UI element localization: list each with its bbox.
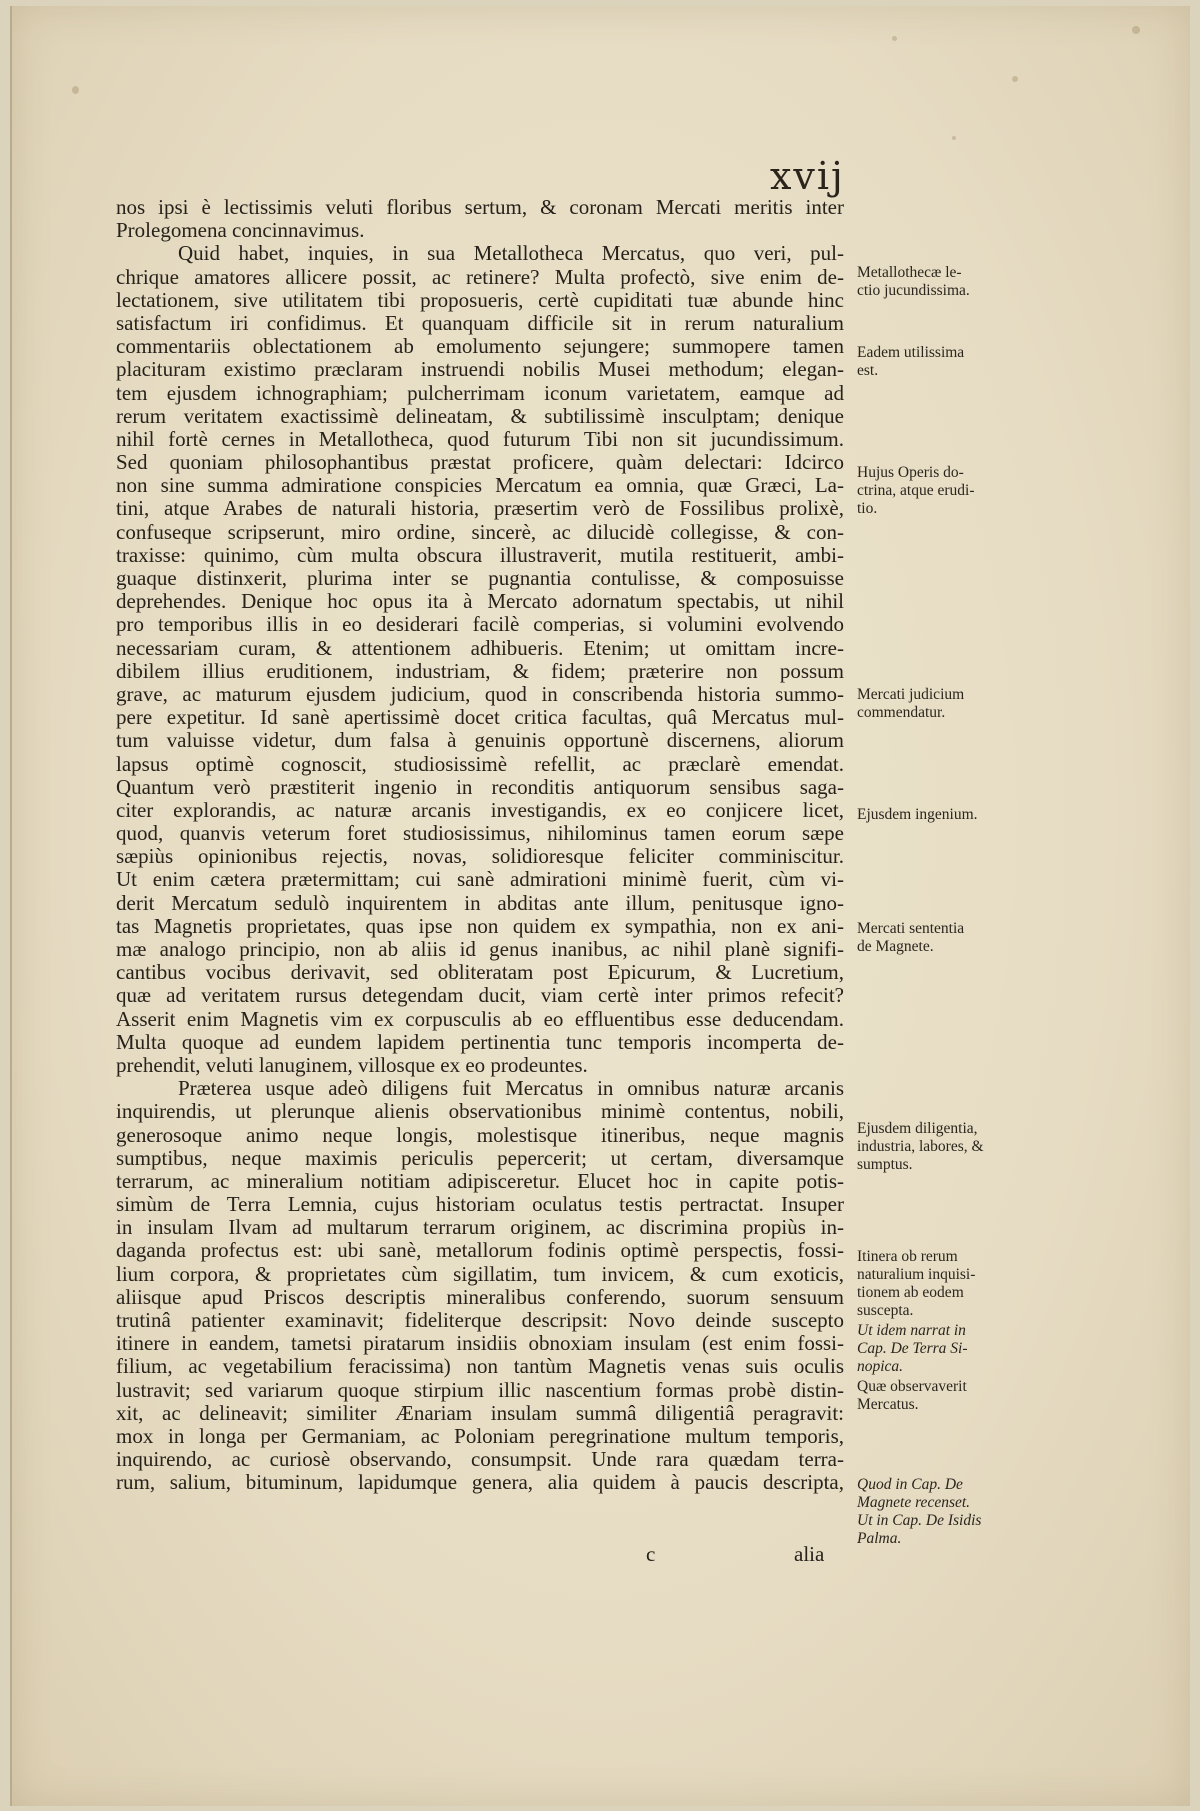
catchword: alia <box>794 1542 825 1566</box>
margin-note-line: Cap. De Terra Si- <box>857 1340 968 1357</box>
margin-note-magnete <box>857 920 1017 956</box>
text-line: lustravit; sed variarum quoque stirpium illic nascentium formas probè distin- <box>116 1377 844 1402</box>
text-line: prehendit, veluti lanuginem, villosque ex eo prodeuntes. <box>116 1052 588 1077</box>
margin-note-metallotheca <box>857 264 1017 300</box>
text-line: satisfactum iri confidimus. Et quanquam difficile sit in rerum naturalium <box>116 310 844 335</box>
paper-stain <box>1132 26 1140 34</box>
text-line: sumptibus, neque maximis periculis pepercerit; ut certam, diversamque <box>116 1145 844 1170</box>
text-line: chrique amatores allicere possit, ac retinere? Multa profectò, sive enim de- <box>116 264 844 289</box>
text-line: in insulam Ilvam ad multarum terrarum originem, ac discrimina propiùs in- <box>116 1215 844 1240</box>
text-line: lium corpora, & proprietates cùm sigillatim, tum invicem, & cum exoticis, <box>116 1261 844 1286</box>
text-line: inquirendo, ac curiosè observando, consumpsit. Unde rara quædam terra- <box>116 1447 844 1472</box>
margin-note-line: Mercatus. <box>857 1396 919 1413</box>
text-line: Præterea usque adeò diligens fuit Mercatus in omnibus naturæ arcanis <box>178 1076 844 1101</box>
text-line: filium, ac vegetabilium feracissima) non tantùm Magnetis venas suis oculis <box>116 1354 844 1379</box>
margin-note-line: naturalium inquisi- <box>857 1266 976 1283</box>
margin-note-line: Ejusdem ingenium. <box>857 806 978 823</box>
margin-note-observaverit <box>857 1378 1017 1414</box>
text-line: simùm de Terra Lemnia, cujus historiam oculatus testis pertractat. Insuper <box>116 1192 844 1217</box>
text-line: quæ ad veritatem rursus detegendam ducit, viam certè inter primos refecit? <box>116 983 844 1008</box>
margin-note-line: Hujus Operis do- <box>857 464 964 481</box>
margin-note-terra-sinopica <box>857 1322 1017 1376</box>
text-line: tas Magnetis proprietates, quas ipse non quidem ex sympathia, non ex ani- <box>116 913 844 938</box>
text-line: citer explorandis, ac naturæ arcanis investigandis, ex eo conjicere licet, <box>116 797 844 822</box>
text-line: commentariis oblectationem ab emolumento sejungere; summopere tamen <box>116 334 844 359</box>
text-line: non sine summa admiratione conspicies Mercatum ea omnia, quæ Græci, La- <box>116 473 844 498</box>
text-line: tini, atque Arabes de naturali historia, præsertim verò de Fossilibus prolixè, <box>116 496 844 521</box>
margin-note-line: nopica. <box>857 1358 904 1375</box>
margin-note-line: ctio jucundissima. <box>857 282 970 299</box>
text-line: nos ipsi è lectissimis veluti floribus sertum, & coronam Mercati meritis inter <box>116 195 844 219</box>
paper-stain <box>892 36 897 41</box>
margin-note-line: tionem ab eodem <box>857 1284 964 1301</box>
book-page <box>10 6 1190 1806</box>
text-line: necessariam curam, & attentionem adhibueris. Etenim; ut omittam incre- <box>116 635 844 660</box>
text-line: generosoque animo neque longis, molestisque itineribus, neque magnis <box>116 1122 844 1147</box>
margin-note-diligentia <box>857 1120 1017 1174</box>
text-line: dibilem illius eruditionem, industriam, & fidem; præterire non possum <box>116 658 844 683</box>
text-line: grave, ac maturum ejusdem judicium, quod in conscribenda historia summo- <box>116 681 844 706</box>
margin-note-line: Quod in Cap. De <box>857 1476 963 1493</box>
text-line: tem ejusdem ichnographiam; pulcherrimam iconum varietatem, eamque ad <box>116 380 844 405</box>
margin-note-line: sumptus. <box>857 1156 913 1173</box>
text-line: placituram existimo præclaram instruendi nobilis Musei methodum; elegan- <box>116 357 844 382</box>
text-line: trutinâ patienter examinavit; fideliterque descripsit: Novo deinde suscepto <box>116 1308 844 1332</box>
margin-note-line: Ut idem narrat in <box>857 1322 966 1339</box>
text-line: confuseque scripserunt, miro ordine, sincerè, ac dilucidè collegisse, & con- <box>116 519 844 544</box>
margin-note-line: Eadem utilissima <box>857 344 965 361</box>
paper-stain <box>952 136 956 140</box>
text-line: traxisse: quinimo, cùm multa obscura illustraverit, mutila restituerit, ambi- <box>116 542 844 567</box>
text-line: nihil fortè cernes in Metallotheca, quod futurum Tibi non sit jucundissimum. <box>116 426 844 451</box>
text-line: Sed quoniam philosophantibus præstat proficere, quàm delectari: Idcirco <box>116 450 844 475</box>
text-line: quod, quanvis veterum foret studiosissimus, nihilominus tamen eorum sæpe <box>116 821 844 846</box>
text-line: Prolegomena concinnavimus. <box>116 218 365 243</box>
text-line: rerum veritatem exactissimè delineatam, & subtilissimè insculptam; denique <box>116 403 844 428</box>
text-line: pere expetitur. Id sanè apertissimè docet critica facultas, quâ Mercatus mul- <box>116 705 844 730</box>
text-line: mæ analogo principio, non ab aliis id genus inanibus, ac nihil planè signifi- <box>116 937 844 961</box>
text-line: Quid habet, inquies, in sua Metallotheca Mercatus, quo veri, pul- <box>178 241 844 266</box>
text-line: terrarum, ac mineralium notitiam adipisceretur. Elucet hoc in capite potis- <box>116 1168 844 1193</box>
margin-note-line: est. <box>857 362 879 379</box>
margin-note-line: Quæ observaverit <box>857 1378 967 1395</box>
margin-note-line: Itinera ob rerum <box>857 1248 958 1265</box>
margin-note-line: de Magnete. <box>857 938 934 955</box>
text-line: deprehendes. Denique hoc opus ita à Mercato adornatum spectabis, ut nihil <box>116 589 844 614</box>
margin-note-doctrina <box>857 464 1017 518</box>
margin-note-isidis-palma <box>857 1476 1017 1548</box>
text-line: rum, salium, bituminum, lapidumque genera, alia quidem à paucis descripta, <box>116 1470 844 1495</box>
text-line: mox in longa per Germaniam, ac Poloniam peregrinatione multum temporis, <box>116 1423 844 1448</box>
paper-stain <box>72 86 79 94</box>
text-line: aliisque apud Priscos descriptis mineralibus conferendo, suorum sensuum <box>116 1284 844 1309</box>
margin-note-line: Magnete recenset. <box>857 1494 971 1511</box>
margin-note-utilitas <box>857 344 1017 380</box>
margin-note-line: suscepta. <box>857 1302 914 1319</box>
text-line: lapsus optimè cognoscit, studiosissimè refellit, ac præclarè emendat. <box>116 751 844 776</box>
margin-note-itinera <box>857 1248 1017 1320</box>
text-line: daganda profectus est: ubi sanè, metallorum fodinis optimè perspectis, fossi- <box>116 1238 844 1263</box>
body-text <box>116 196 844 1495</box>
margin-note-ingenium <box>857 806 1017 824</box>
text-line: lectationem, sive utilitatem tibi proposueris, certè cupiditati tuæ abunde hinc <box>116 287 844 312</box>
page-folio: xvij <box>770 154 845 198</box>
paper-stain <box>1012 76 1018 82</box>
text-line: Quantum verò præstiterit ingenio in reconditis antiquorum sensibus saga- <box>116 774 844 799</box>
margin-note-line: Palma. <box>857 1530 902 1547</box>
margin-note-line: Ut in Cap. De Isidis <box>857 1512 982 1529</box>
text-line: xit, ac delineavit; similiter Ænariam insulam summâ diligentiâ peragravit: <box>116 1400 844 1425</box>
margin-note-line: Mercati sententia <box>857 920 965 937</box>
margin-note-line: commendatur. <box>857 704 946 721</box>
text-line: Asserit enim Magnetis vim ex corpusculis ab eo effluentibus esse deducendam. <box>116 1006 844 1031</box>
text-line: inquirendis, ut plerunque alienis observationibus minimè contentus, nobili, <box>116 1099 844 1124</box>
text-line: cantibus vocibus derivavit, sed obliteratam post Epicurum, & Lucretium, <box>116 960 844 985</box>
margin-note-line: tio. <box>857 500 878 517</box>
margin-note-line: industria, labores, & <box>857 1138 984 1155</box>
text-line: pro temporibus illis in eo desiderari facilè comperias, si volumini evolvendo <box>116 612 844 637</box>
margin-note-judicium <box>857 686 1017 722</box>
text-line: Ut enim cætera prætermittam; cui sanè admirationi minimè fuerit, cùm vi- <box>116 867 844 892</box>
text-line: Multa quoque ad eundem lapidem pertinentia tunc temporis incomperta de- <box>116 1029 844 1054</box>
text-line: derit Mercatum sedulò inquirentem in abditas ante illum, penitusque igno- <box>116 890 844 915</box>
margin-note-line: ctrina, atque erudi- <box>857 482 975 499</box>
margin-note-line: Metallothecæ le- <box>857 264 962 281</box>
text-line: tum valuisse videtur, dum falsa à genuinis opportunè discernens, aliorum <box>116 728 844 753</box>
text-line: sæpiùs opinionibus rejectis, novas, solidioresque feliciter comminiscitur. <box>116 844 844 869</box>
text-line: guaque distinxerit, plurima inter se pugnantia contulisse, & composuisse <box>116 566 844 590</box>
signature-mark: c <box>646 1542 656 1566</box>
margin-note-line: Mercati judicium <box>857 686 965 703</box>
text-line: itinere in eandem, tametsi piratarum insidiis obnoxiam insulam (est enim fossi- <box>116 1331 844 1356</box>
margin-note-line: Ejusdem diligentia, <box>857 1120 978 1137</box>
